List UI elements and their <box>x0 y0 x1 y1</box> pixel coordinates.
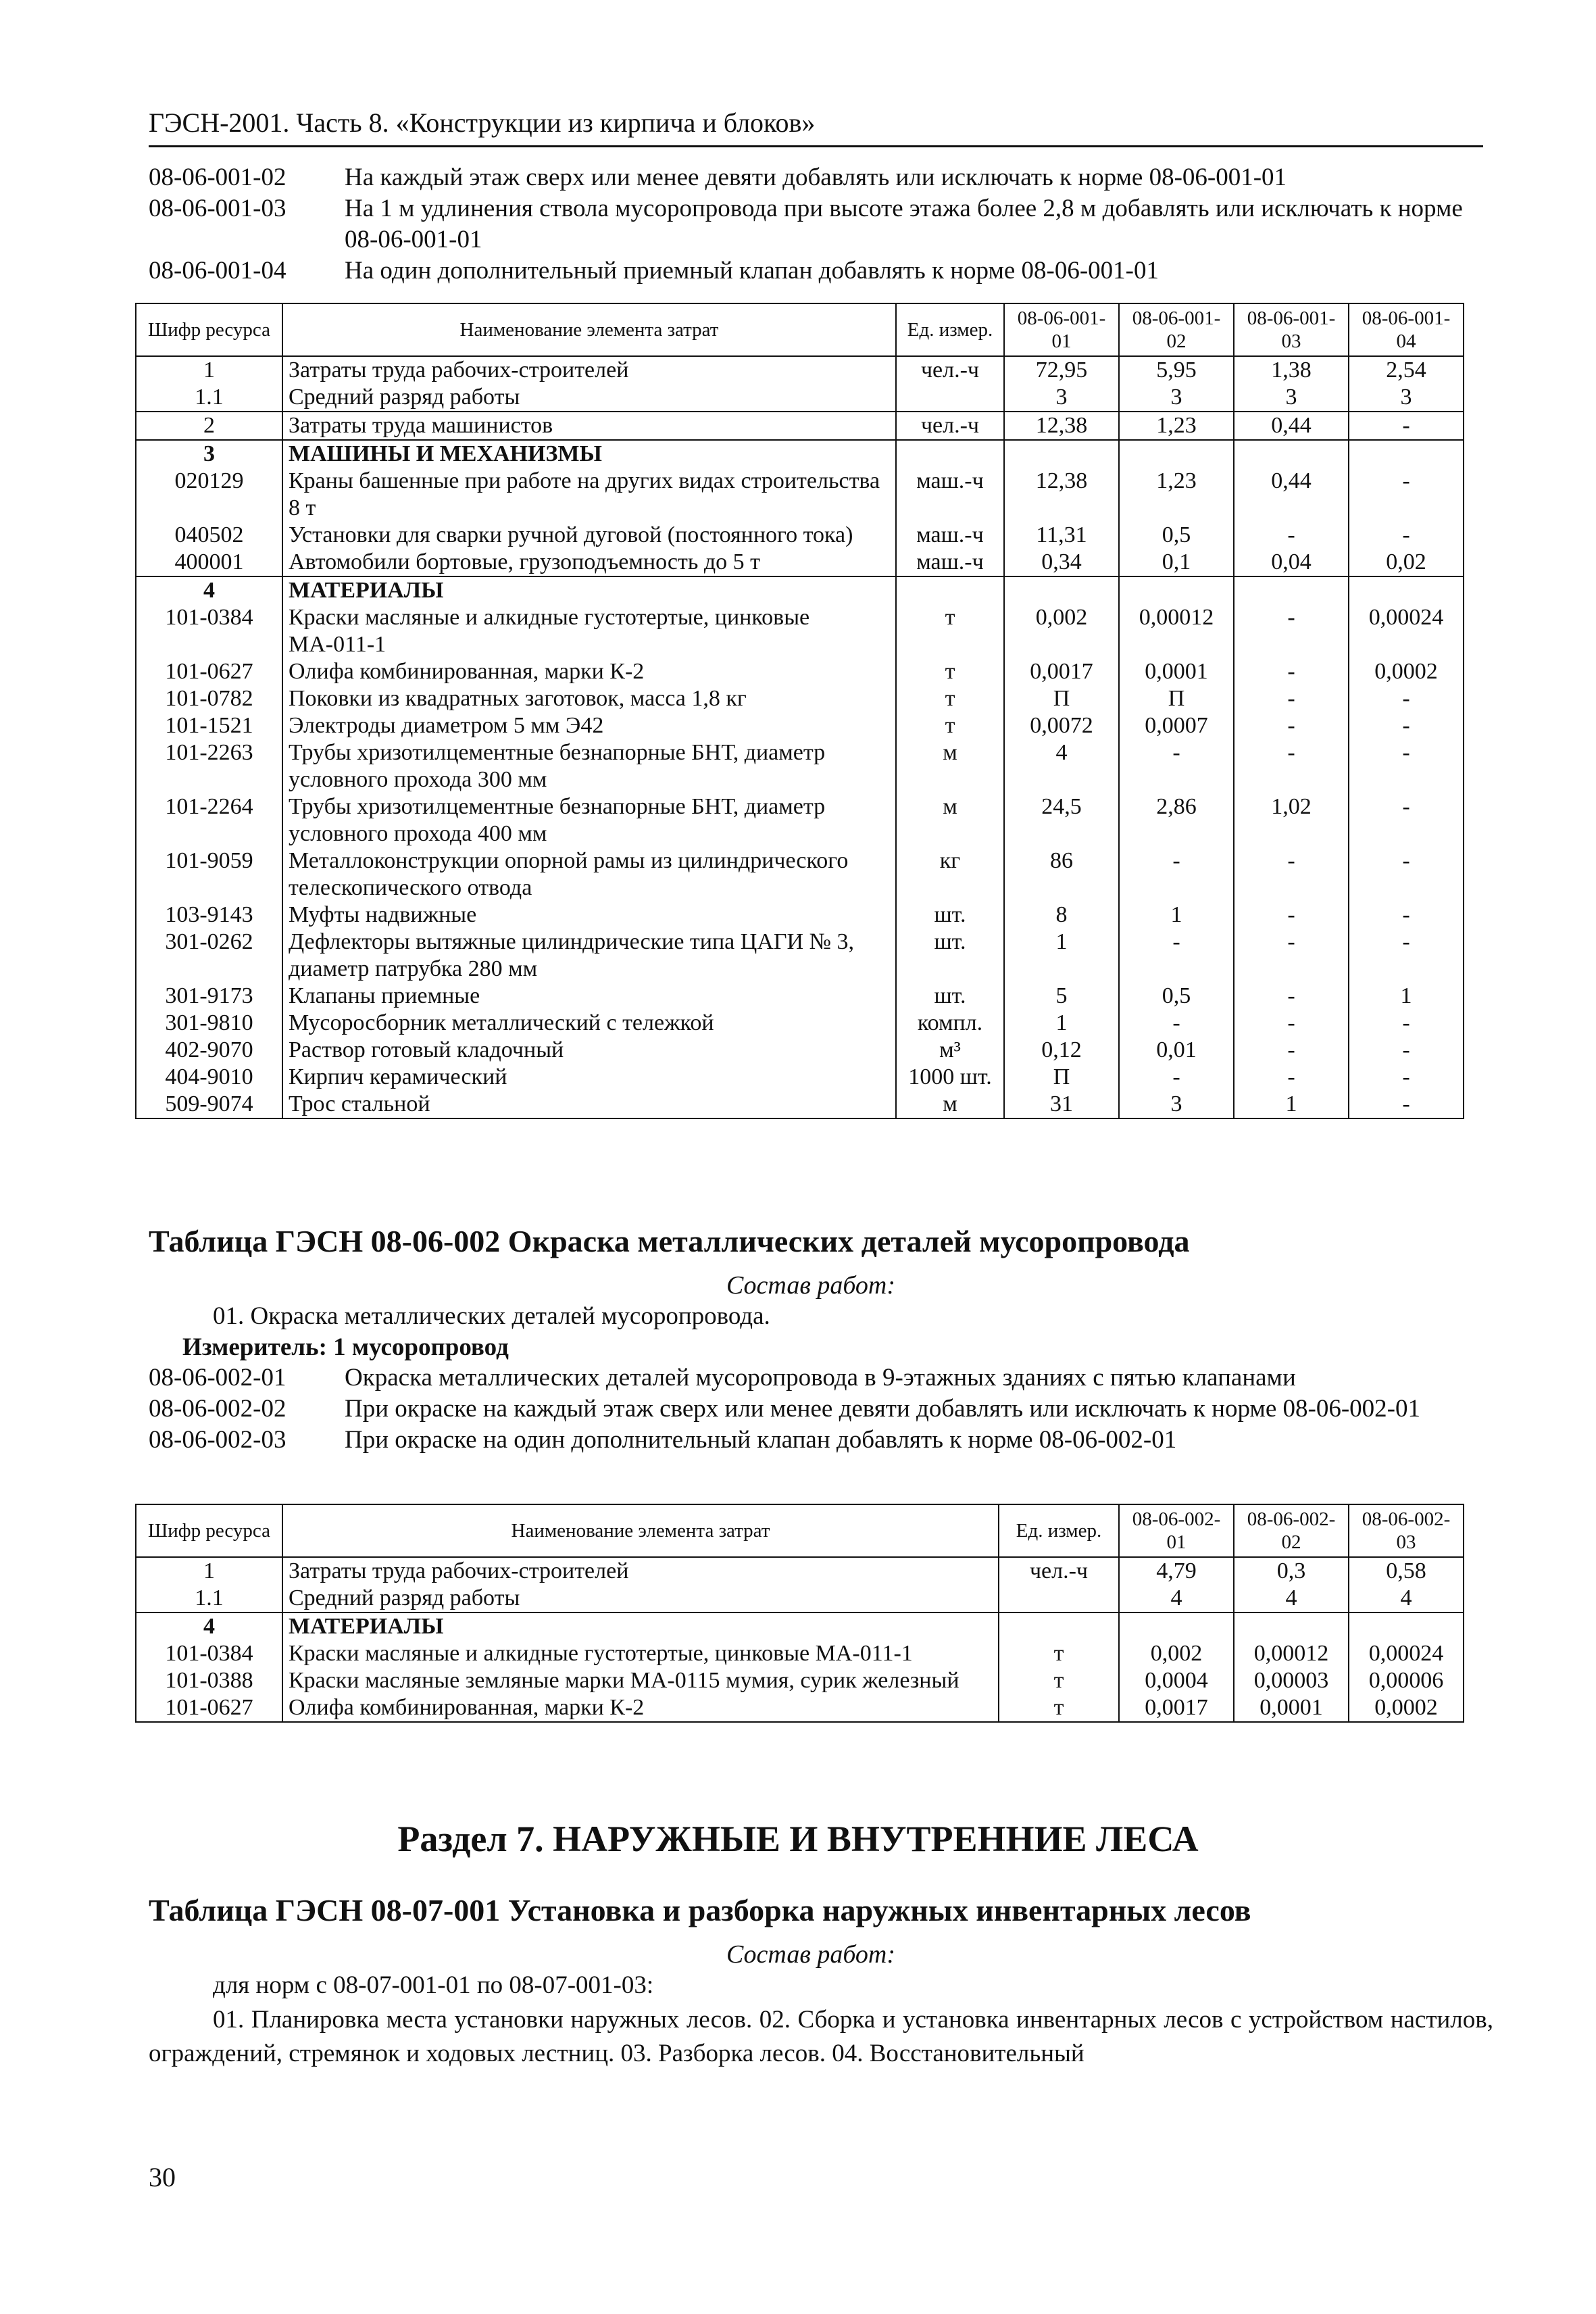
unit-cell <box>896 576 1004 604</box>
norm-value-cell: 1,23 <box>1119 468 1234 522</box>
norm-code: 08-06-002-03 <box>149 1426 286 1454</box>
resource-code-cell: 301-0262 <box>136 929 282 983</box>
header-resource-code: Шифр ресурса <box>136 303 282 356</box>
header-norm-01: 08-06-002-01 <box>1119 1504 1234 1557</box>
norm-value-cell: 3 <box>1119 1091 1234 1118</box>
norm-value-cell: - <box>1234 712 1349 739</box>
unit-cell: шт. <box>896 902 1004 929</box>
norm-value-cell: 24,5 <box>1004 793 1119 847</box>
norms-range: для норм с 08-07-001-01 по 08-07-001-03: <box>213 1971 654 1999</box>
top-norms-list <box>149 162 1493 287</box>
norm-text: На каждый этаж сверх или менее девяти добавлять или исключать к норме 08-06-001-01 <box>345 164 1287 191</box>
norm-value-cell: 12,38 <box>1004 468 1119 522</box>
norm-value-cell: 1 <box>1004 1010 1119 1037</box>
norm-value-cell: П <box>1119 685 1234 712</box>
norm-text: Окраска металлических деталей мусоропровода в 9-этажных зданиях с пятью клапанами <box>345 1364 1296 1392</box>
cost-name-cell: МАШИНЫ И МЕХАНИЗМЫ <box>282 440 896 468</box>
norm-value-cell: 0,0004 <box>1119 1667 1234 1694</box>
resource-code-cell: 301-9810 <box>136 1010 282 1037</box>
table-row <box>136 983 1464 1010</box>
norm-value-cell: 0,12 <box>1004 1037 1119 1064</box>
resources-table-08-06-002 <box>135 1504 1464 1723</box>
norm-value-cell <box>1119 576 1234 604</box>
norm-code: 08-06-001-03 <box>149 195 286 222</box>
cost-name-cell: Затраты труда рабочих-строителей <box>282 356 896 384</box>
norm-value-cell: 4 <box>1349 1585 1464 1613</box>
resource-code-cell: 1 <box>136 1557 282 1585</box>
cost-name-cell: Установки для сварки ручной дуговой (постоянного тока) <box>282 522 896 549</box>
table-row <box>136 739 1464 793</box>
resource-code-cell: 040502 <box>136 522 282 549</box>
resource-code-cell: 101-1521 <box>136 712 282 739</box>
norm-value-cell: 0,5 <box>1119 983 1234 1010</box>
unit-cell <box>999 1613 1119 1640</box>
norm-value-cell: 0,01 <box>1119 1037 1234 1064</box>
cost-name-cell: Средний разряд работы <box>282 384 896 412</box>
norm-value-cell: 0,0017 <box>1004 658 1119 685</box>
table-row <box>136 549 1464 576</box>
table-title-08-06-002: Таблица ГЭСН 08-06-002 Окраска металлических деталей мусоропровода <box>149 1224 1190 1258</box>
norm-value-cell: 1 <box>1349 983 1464 1010</box>
header-norm-03: 08-06-002-03 <box>1349 1504 1464 1557</box>
table-row <box>136 1037 1464 1064</box>
norm-value-cell: 0,44 <box>1234 412 1349 440</box>
norm-value-cell: 1 <box>1119 902 1234 929</box>
unit-cell: компл. <box>896 1010 1004 1037</box>
norm-text: При окраске на один дополнительный клапан добавлять к норме 08-06-002-01 <box>345 1426 1177 1454</box>
cost-name-cell: Автомобили бортовые, грузоподъемность до 5 т <box>282 549 896 576</box>
norm-item <box>149 1362 1493 1394</box>
unit-cell: маш.-ч <box>896 522 1004 549</box>
norm-value-cell: - <box>1119 1010 1234 1037</box>
norm-value-cell: - <box>1234 1010 1349 1037</box>
norm-value-cell: - <box>1349 1010 1464 1037</box>
norm-value-cell: - <box>1349 929 1464 983</box>
norm-item <box>149 1425 1493 1456</box>
resource-code-cell: 1 <box>136 356 282 384</box>
header-norm-04: 08-06-001-04 <box>1349 303 1464 356</box>
table-row <box>136 468 1464 522</box>
cost-name-cell: Трубы хризотилцементные безнапорные БНТ, диаметр условного прохода 400 мм <box>282 793 896 847</box>
norm-value-cell <box>1234 576 1349 604</box>
norm-text: На 1 м удлинения ствола мусоропровода при высоте этажа более 2,8 м добавлять или исключать к норме 08-06-001-01 <box>345 195 1463 253</box>
norm-value-cell: - <box>1119 847 1234 902</box>
norm-value-cell: 0,00024 <box>1349 1640 1464 1667</box>
norm-code: 08-06-001-04 <box>149 257 286 285</box>
norm-value-cell: П <box>1004 685 1119 712</box>
resources-table-08-06-001 <box>135 303 1464 1119</box>
norm-value-cell: - <box>1234 658 1349 685</box>
cost-name-cell: Раствор готовый кладочный <box>282 1037 896 1064</box>
norm-value-cell: - <box>1234 739 1349 793</box>
unit-cell: т <box>896 685 1004 712</box>
norm-value-cell: 4 <box>1119 1585 1234 1613</box>
resource-code-cell: 1.1 <box>136 384 282 412</box>
table-row <box>136 902 1464 929</box>
norm-value-cell: 0,5 <box>1119 522 1234 549</box>
unit-cell: т <box>999 1694 1119 1722</box>
norm-value-cell: - <box>1234 522 1349 549</box>
norm-value-cell <box>1004 576 1119 604</box>
cost-name-cell: Поковки из квадратных заготовок, масса 1,8 кг <box>282 685 896 712</box>
running-header: ГЭСН-2001. Часть 8. «Конструкции из кирпича и блоков» <box>149 107 1483 147</box>
table-row <box>136 1694 1464 1722</box>
norm-value-cell: 4 <box>1234 1585 1349 1613</box>
header-norm-02: 08-06-001-02 <box>1119 303 1234 356</box>
cost-name-cell: Электроды диаметром 5 мм Э42 <box>282 712 896 739</box>
header-norm-02: 08-06-002-02 <box>1234 1504 1349 1557</box>
resource-code-cell: 101-0384 <box>136 1640 282 1667</box>
table-title-08-07-001: Таблица ГЭСН 08-07-001 Установка и разборка наружных инвентарных лесов <box>149 1893 1251 1927</box>
table-row <box>136 847 1464 902</box>
header-cost-name: Наименование элемента затрат <box>282 303 896 356</box>
header-norm-03: 08-06-001-03 <box>1234 303 1349 356</box>
norm-value-cell <box>1234 440 1349 468</box>
unit-cell: кг <box>896 847 1004 902</box>
norm-code: 08-06-001-02 <box>149 164 286 191</box>
norm-value-cell: 0,02 <box>1349 549 1464 576</box>
norm-value-cell: 0,44 <box>1234 468 1349 522</box>
table-row <box>136 440 1464 468</box>
norm-value-cell: - <box>1349 712 1464 739</box>
norm-value-cell: 4,79 <box>1119 1557 1234 1585</box>
table-row <box>136 522 1464 549</box>
norm-value-cell: 0,0002 <box>1349 1694 1464 1722</box>
resource-code-cell: 101-2264 <box>136 793 282 847</box>
norm-value-cell: - <box>1234 1064 1349 1091</box>
norm-value-cell: - <box>1349 1037 1464 1064</box>
norm-value-cell: 2,54 <box>1349 356 1464 384</box>
norm-value-cell: 1,02 <box>1234 793 1349 847</box>
unit-cell: т <box>999 1640 1119 1667</box>
norm-value-cell: - <box>1119 929 1234 983</box>
norm-value-cell: 12,38 <box>1004 412 1119 440</box>
norm-value-cell: 72,95 <box>1004 356 1119 384</box>
norm-value-cell: 2,86 <box>1119 793 1234 847</box>
cost-name-cell: Муфты надвижные <box>282 902 896 929</box>
norm-value-cell: 0,58 <box>1349 1557 1464 1585</box>
norm-value-cell: 1,23 <box>1119 412 1234 440</box>
norm-value-cell: 11,31 <box>1004 522 1119 549</box>
unit-cell <box>999 1585 1119 1613</box>
norm-value-cell: 31 <box>1004 1091 1119 1118</box>
resource-code-cell: 509-9074 <box>136 1091 282 1118</box>
norm-value-cell: 0,0072 <box>1004 712 1119 739</box>
unit-cell: чел.-ч <box>999 1557 1119 1585</box>
norm-value-cell: 0,00012 <box>1234 1640 1349 1667</box>
section-title: Раздел 7. НАРУЖНЫЕ И ВНУТРЕННИЕ ЛЕСА <box>397 1819 1199 1859</box>
norm-value-cell: 5 <box>1004 983 1119 1010</box>
cost-name-cell: Металлоконструкции опорной рамы из цилиндрического телескопического отвода <box>282 847 896 902</box>
cost-name-cell: МАТЕРИАЛЫ <box>282 1613 999 1640</box>
norm-value-cell <box>1119 1613 1234 1640</box>
norm-value-cell: - <box>1119 739 1234 793</box>
resource-code-cell: 101-0384 <box>136 604 282 658</box>
norm-item <box>149 162 1493 193</box>
header-cost-name: Наименование элемента затрат <box>282 1504 999 1557</box>
table-row <box>136 356 1464 384</box>
cost-name-cell: Краски масляные и алкидные густотертые, цинковые МА-011-1 <box>282 1640 999 1667</box>
norm-value-cell: 0,00003 <box>1234 1667 1349 1694</box>
norm-item <box>149 1394 1493 1425</box>
cost-name-cell: МАТЕРИАЛЫ <box>282 576 896 604</box>
composition-label: Состав работ: <box>726 1271 896 1300</box>
resource-code-cell: 402-9070 <box>136 1037 282 1064</box>
table-row <box>136 1010 1464 1037</box>
norm-value-cell: 0,04 <box>1234 549 1349 576</box>
resource-code-cell: 101-0627 <box>136 1694 282 1722</box>
table-row <box>136 658 1464 685</box>
unit-cell: т <box>896 604 1004 658</box>
norm-value-cell: 0,1 <box>1119 549 1234 576</box>
norm-value-cell: 0,00006 <box>1349 1667 1464 1694</box>
resource-code-cell: 400001 <box>136 549 282 576</box>
cost-name-cell: Трубы хризотилцементные безнапорные БНТ, диаметр условного прохода 300 мм <box>282 739 896 793</box>
norm-value-cell: - <box>1234 847 1349 902</box>
table-row <box>136 384 1464 412</box>
unit-cell: маш.-ч <box>896 549 1004 576</box>
composition-label: Состав работ: <box>726 1940 896 1969</box>
unit-cell: шт. <box>896 983 1004 1010</box>
cost-name-cell: Краски масляные и алкидные густотертые, цинковые МА-011-1 <box>282 604 896 658</box>
norm-value-cell <box>1004 440 1119 468</box>
norm-value-cell: - <box>1234 983 1349 1010</box>
cost-name-cell: Краны башенные при работе на других видах строительства 8 т <box>282 468 896 522</box>
norm-value-cell: - <box>1349 468 1464 522</box>
cost-name-cell: Дефлекторы вытяжные цилиндрические типа ЦАГИ № 3, диаметр патрубка 280 мм <box>282 929 896 983</box>
norm-value-cell <box>1234 1613 1349 1640</box>
norm-value-cell: - <box>1349 793 1464 847</box>
norm-value-cell: 0,00012 <box>1119 604 1234 658</box>
norm-value-cell: 3 <box>1234 384 1349 412</box>
cost-name-cell: Олифа комбинированная, марки К-2 <box>282 1694 999 1722</box>
norm-value-cell: 1,38 <box>1234 356 1349 384</box>
norm-value-cell: - <box>1234 929 1349 983</box>
table-row <box>136 1064 1464 1091</box>
unit-cell <box>896 440 1004 468</box>
norm-text: На один дополнительный приемный клапан добавлять к норме 08-06-001-01 <box>345 257 1159 285</box>
norm-value-cell: 0,3 <box>1234 1557 1349 1585</box>
norm-value-cell: - <box>1234 685 1349 712</box>
norm-value-cell: 8 <box>1004 902 1119 929</box>
table-row <box>136 929 1464 983</box>
cost-name-cell: Клапаны приемные <box>282 983 896 1010</box>
norm-value-cell: - <box>1349 412 1464 440</box>
resource-code-cell: 101-2263 <box>136 739 282 793</box>
resource-code-cell: 301-9173 <box>136 983 282 1010</box>
unit-cell: м³ <box>896 1037 1004 1064</box>
table-row <box>136 412 1464 440</box>
norm-value-cell: - <box>1234 1037 1349 1064</box>
norm-value-cell: 3 <box>1119 384 1234 412</box>
resource-code-cell: 4 <box>136 576 282 604</box>
norm-value-cell: 0,00024 <box>1349 604 1464 658</box>
unit-cell: 1000 шт. <box>896 1064 1004 1091</box>
cost-name-cell: Мусоросборник металлический с тележкой <box>282 1010 896 1037</box>
norm-value-cell: 0,002 <box>1004 604 1119 658</box>
norm-value-cell: 3 <box>1004 384 1119 412</box>
norm-value-cell: - <box>1349 902 1464 929</box>
cost-name-cell: Затраты труда рабочих-строителей <box>282 1557 999 1585</box>
table-row <box>136 604 1464 658</box>
resource-code-cell: 2 <box>136 412 282 440</box>
section2-norms-list <box>149 1362 1493 1456</box>
resource-code-cell: 101-0627 <box>136 658 282 685</box>
resource-code-cell: 1.1 <box>136 1585 282 1613</box>
measurer: Измеритель: 1 мусоропровод <box>182 1333 509 1361</box>
page-number: 30 <box>149 2162 176 2192</box>
table-row <box>136 712 1464 739</box>
resource-code-cell: 020129 <box>136 468 282 522</box>
cost-name-cell: Краски масляные земляные марки МА-0115 мумия, сурик железный <box>282 1667 999 1694</box>
norm-value-cell: - <box>1349 1091 1464 1118</box>
work-composition-paragraph: 01. Планировка места установки наружных лесов. 02. Сборка и установка инвентарных лесов с устройством настилов, ограждений, стремянок и ходовых лестниц. 03. Разборка лесов. 04. Восстановительный <box>149 2006 1493 2067</box>
norm-value-cell: 4 <box>1004 739 1119 793</box>
table-row <box>136 1613 1464 1640</box>
unit-cell: чел.-ч <box>896 412 1004 440</box>
work-item: 01. Окраска металлических деталей мусоропровода. <box>213 1302 770 1330</box>
cost-name-cell: Средний разряд работы <box>282 1585 999 1613</box>
norm-value-cell: - <box>1349 522 1464 549</box>
header-resource-code: Шифр ресурса <box>136 1504 282 1557</box>
resource-code-cell: 404-9010 <box>136 1064 282 1091</box>
norm-value-cell <box>1349 440 1464 468</box>
table-row <box>136 1585 1464 1613</box>
cost-name-cell: Кирпич керамический <box>282 1064 896 1091</box>
unit-cell: т <box>896 712 1004 739</box>
table-row <box>136 1667 1464 1694</box>
resource-code-cell: 101-0782 <box>136 685 282 712</box>
header-unit: Ед. измер. <box>896 303 1004 356</box>
norm-code: 08-06-002-02 <box>149 1395 286 1423</box>
header-norm-01: 08-06-001-01 <box>1004 303 1119 356</box>
norm-value-cell <box>1349 576 1464 604</box>
norm-value-cell: 0,0001 <box>1234 1694 1349 1722</box>
unit-cell: шт. <box>896 929 1004 983</box>
cost-name-cell: Трос стальной <box>282 1091 896 1118</box>
norm-value-cell <box>1349 1613 1464 1640</box>
unit-cell: маш.-ч <box>896 468 1004 522</box>
resource-code-cell: 3 <box>136 440 282 468</box>
norm-value-cell: 1 <box>1234 1091 1349 1118</box>
norm-value-cell: 0,0001 <box>1119 658 1234 685</box>
norm-item <box>149 255 1493 287</box>
unit-cell: чел.-ч <box>896 356 1004 384</box>
cost-name-cell: Олифа комбинированная, марки К-2 <box>282 658 896 685</box>
cost-name-cell: Затраты труда машинистов <box>282 412 896 440</box>
norm-value-cell: 5,95 <box>1119 356 1234 384</box>
header-unit: Ед. измер. <box>999 1504 1119 1557</box>
norm-value-cell: 0,0002 <box>1349 658 1464 685</box>
norm-value-cell: - <box>1349 739 1464 793</box>
norm-text: При окраске на каждый этаж сверх или менее девяти добавлять или исключать к норме 08-06-002-01 <box>345 1395 1420 1423</box>
unit-cell: м <box>896 1091 1004 1118</box>
table-row <box>136 1557 1464 1585</box>
norm-value-cell: 1 <box>1004 929 1119 983</box>
norm-value-cell: - <box>1349 1064 1464 1091</box>
unit-cell: м <box>896 739 1004 793</box>
norm-value-cell: - <box>1349 685 1464 712</box>
table-row <box>136 576 1464 604</box>
unit-cell: т <box>896 658 1004 685</box>
resource-code-cell: 4 <box>136 1613 282 1640</box>
table-row <box>136 1091 1464 1118</box>
norm-value-cell: 3 <box>1349 384 1464 412</box>
norm-value-cell: - <box>1349 847 1464 902</box>
table-row <box>136 685 1464 712</box>
unit-cell: м <box>896 793 1004 847</box>
norm-item <box>149 193 1493 255</box>
norm-value-cell: - <box>1119 1064 1234 1091</box>
resource-code-cell: 101-9059 <box>136 847 282 902</box>
norm-value-cell <box>1119 440 1234 468</box>
norm-value-cell: 0,002 <box>1119 1640 1234 1667</box>
norm-value-cell: - <box>1234 604 1349 658</box>
norm-value-cell: 0,34 <box>1004 549 1119 576</box>
table-row <box>136 1640 1464 1667</box>
unit-cell <box>896 384 1004 412</box>
unit-cell: т <box>999 1667 1119 1694</box>
resource-code-cell: 103-9143 <box>136 902 282 929</box>
norm-value-cell: 0,0017 <box>1119 1694 1234 1722</box>
norm-code: 08-06-002-01 <box>149 1364 286 1392</box>
table-row <box>136 793 1464 847</box>
norm-value-cell: 86 <box>1004 847 1119 902</box>
norm-value-cell: П <box>1004 1064 1119 1091</box>
resource-code-cell: 101-0388 <box>136 1667 282 1694</box>
norm-value-cell: - <box>1234 902 1349 929</box>
norm-value-cell: 0,0007 <box>1119 712 1234 739</box>
